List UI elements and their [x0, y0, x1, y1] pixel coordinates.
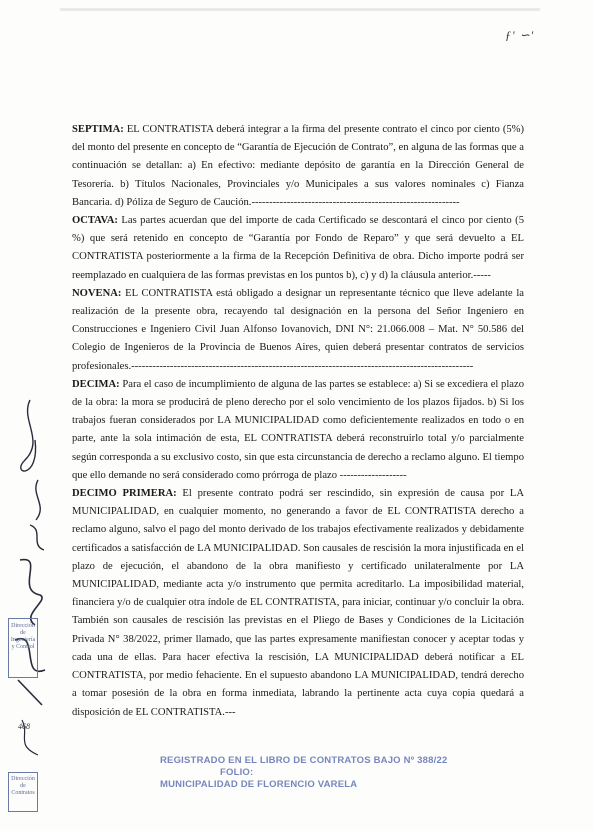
clause-decimo-primera	[72, 485, 524, 722]
clause-novena	[72, 285, 524, 376]
clause-title: DECIMA:	[72, 378, 120, 390]
clause-title: NOVENA:	[72, 287, 122, 299]
handwritten-signatures	[0, 380, 60, 770]
clause-text: Las partes acuerdan que del importe de cada Certificado se descontará el cinco por ciento (5 %) que será retenido en concepto de “Garantía por Fondo de Reparo” y que será devuelto a EL CONTRATISTA posteriormente a la firma de la Recepción Definitiva de obra. Dicho importe podrá ser reemplazado en cualquiera de las formas previstas en los puntos b), c) y d) la cláusula anterior.-----	[72, 215, 524, 281]
clause-title: SEPTIMA:	[72, 124, 124, 135]
stamp-line-2: FOLIO:	[220, 767, 254, 778]
margin-note: 468	[18, 722, 30, 731]
top-scan-line	[60, 8, 540, 11]
side-stamp-bottom: Dirección de Contratos	[8, 772, 38, 812]
clause-text: EL CONTRATISTA está obligado a designar un representante técnico que lleve adelante la realización de la presente obra, recayendo tal designación en la persona del Señor Ingeniero en Construcciones e Ingeniero Civil Juan Alfonso Iovanovich, DNI N°: 21.066.008 – Mat. N° 50.586 del Colegio de Ingenieros de la Provincia de Buenos Aires, quien deberá presentar contratos de servicios profesionales.-------------------------------------------------------------------------------------------------	[72, 287, 524, 372]
stamp-line-3: MUNICIPALIDAD DE FLORENCIO VARELA	[160, 779, 358, 790]
clause-octava	[72, 212, 524, 285]
contract-body	[72, 121, 524, 722]
clause-text: El presente contrato podrá ser rescindido, sin expresión de causa por LA MUNICIPALIDAD, en cualquier momento, no generando a favor de EL CONTRATISTA derecho a reclamo alguno, salvo el pago del monto derivado de los trabajos efectivamente realizados y debidamente certificados a satisfacción de LA MUNICIPALIDAD. Son causales de rescisión la mora injustificada en el plazo de ejecución, el abandono de la obra manifiesto y certificado unilateralmente por LA MUNICIPALIDAD, mediante acta y/o instrumento que permita acreditarlo. La imposibilidad material, financiera y/o de cualquier otra índole de EL CONTRATISTA, para iniciar, continuar y/o concluir la obra. También son causales de rescisión las previstas en el Pliego de Bases y Condiciones de la Licitación Privada N° 38/2022, primer llamado, que las partes expresamente manifiestan conocer y aceptar todas y cada una de ellas. Para hacer efectiva la rescisión, LA MUNICIPALIDAD deberá notificar a EL CONTRATISTA, por medio fehaciente. En el supuesto abandono LA MUNICIPALIDAD, tendrá derecho a tomar posesión de la obra en forma inmediata, labrando la pertinente acta cuya copia quedará a disposición de EL CONTRATISTA.---	[72, 488, 525, 718]
clause-title: DECIMO PRIMERA:	[72, 488, 177, 500]
clause-text: Para el caso de incumplimiento de alguna de las partes se establece: a) Si se excediera el plazo de la obra: la mora se producirá de pleno derecho por el solo vencimiento de los plazos fijados. b) Si los trabajos fueran considerados por LA MUNICIPALIDAD como deficientemente realizados en todo o en parte, ante la sola intimación de esta, EL CONTRATISTA deberá reconstruirlo total y/o parcialmente según corresponda a su exclusivo costo, sin que esta circunstancia de derecho a reclamo alguno. El tiempo que ello demande no será considerado como prórroga de plazo -------------------	[72, 378, 524, 481]
clause-title: OCTAVA:	[72, 215, 118, 227]
stamp-line-1: REGISTRADO EN EL LIBRO DE CONTRATOS BAJO Nº 388/22	[160, 755, 448, 766]
side-stamp-top: Dirección de Ingeniería y Control	[8, 618, 38, 678]
registration-stamp	[160, 755, 448, 791]
corner-handwritten-mark: ƒ' ∽'	[505, 28, 535, 42]
clause-decima	[72, 376, 524, 485]
clause-septima	[72, 121, 524, 212]
clause-text: EL CONTRATISTA deberá integrar a la firma del presente contrato el cinco por ciento (5%) del monto del presente en concepto de “Garantía de Ejecución de Contrato”, en alguna de las formas que a continuación se detallan: a) En efectivo: mediante depósito de garantía en la Dirección General de Tesorería. b) Títulos Nacionales, Provinciales y/o Municipales a sus valores nominales c) Fianza Bancaria. d) Póliza de Seguro de Caución.-----------------------------------------------------------	[72, 124, 524, 208]
